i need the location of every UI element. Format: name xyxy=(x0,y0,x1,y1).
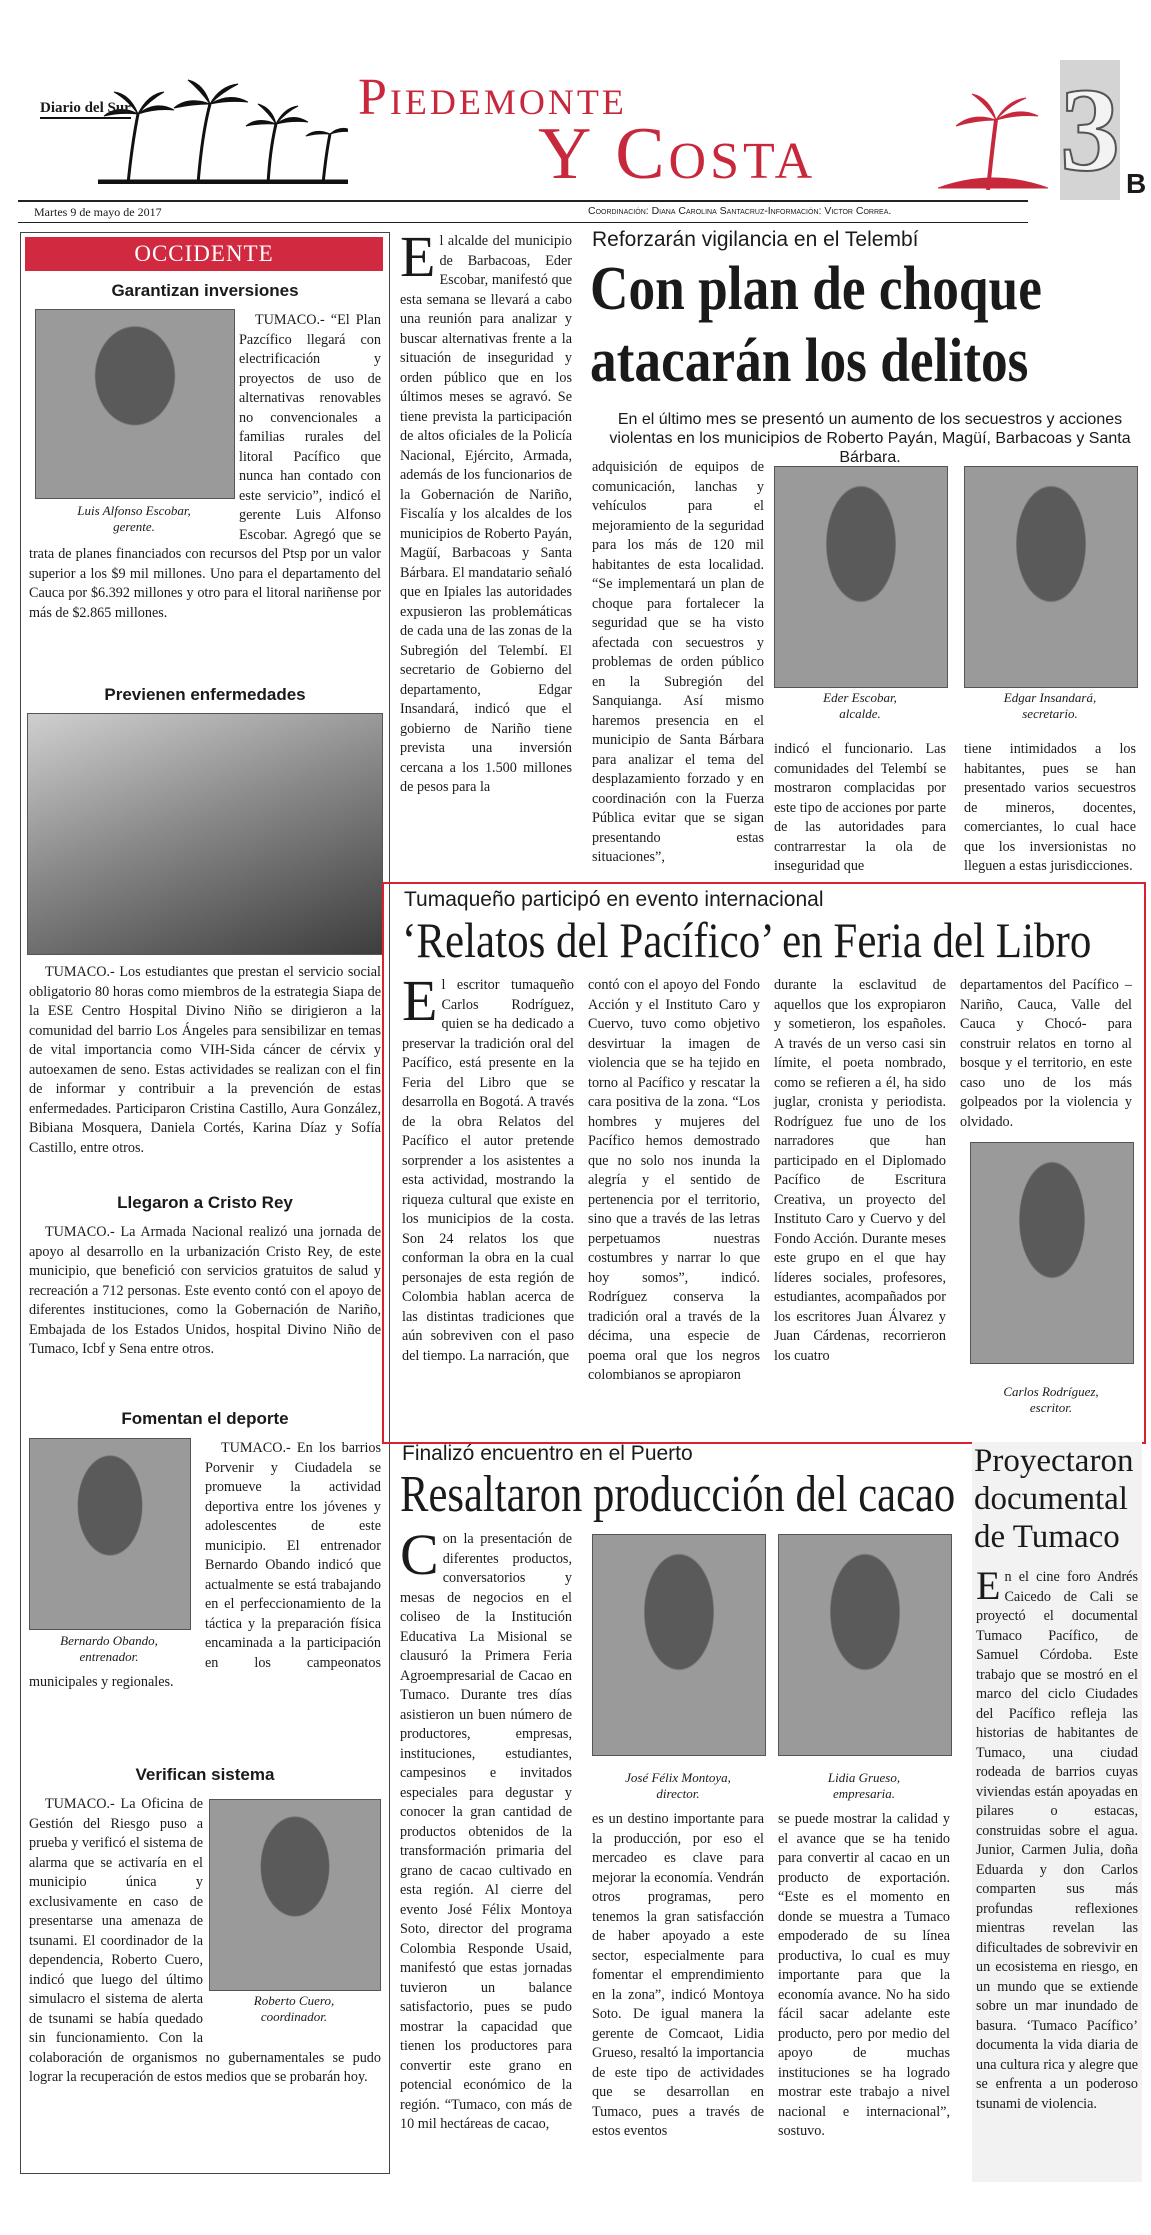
credits-line: Coordinación: Diana Carolina Santacruz-Información: Victor Correa. xyxy=(588,205,892,217)
photo-jose-felix-montoya xyxy=(592,1534,766,1756)
lead-column-2 xyxy=(592,458,764,868)
sidebar-item-body: TUMACO.- En los barrios Porvenir y Ciudadela se promueve la actividad deportiva entre los jóvenes y adolescentes de este municipio. El entrenador Bernardo Obando indicó que actualmente se está trabajando en el perfeccionamiento de la táctica y la preparación física encaminada a la participación en los campeonatos municipales y regionales. xyxy=(29,1440,381,1690)
lead-col2-text: adquisición de equipos de comunicación, lanchas y vehículos para el mejoramiento de la seguridad para los más de 120 mil habitantes de esta localidad. “Se implementará un plan de choque para fortalecer la seguridad que se ha visto afectada con secuestros y problemas de orden público en la Subregión del Sanquianga. Así mismo haremos presencia en el municipio de Santa Bárbara para analizar el tema del desplazamiento forzado y en coordinación con la Fuerza Pública evitar que se sigan presentando estas situaciones”, xyxy=(592,459,764,865)
feature-headline: ‘Relatos del Pacífico’ en Feria del Libro xyxy=(402,912,1092,968)
caption-role: escritor. xyxy=(1029,1400,1073,1415)
documental-text: n el cine foro Andrés Caicedo de Cali se proyectó el documental Tumaco Pacífico, de Samuel Córdoba. Este trabajo que se mostró en el marco del ciclo Ciudades del Pacífico refleja las historias de habitantes de Tumaco, una ciudad rodeada de barrios cuyas viviendas están apoyadas en pilares o estacas, construidas sobre el agua. Junior, Carmen Julia, doña Eduarda y don Carlos comparten sus más profundas reflexiones mientras revelan las dificultades de sobrevivir en un ecosistema en riesgo, en un mundo que se extiende sobre un mar inundado de basura. ‘Tumaco Pacífico’ documenta la vida diaria de una cultura rica y alegre que se enfrenta a un poderoso tsunami de violencia. xyxy=(976,1569,1138,2112)
drop-cap: C xyxy=(400,1522,439,1587)
issue-date: Martes 9 de mayo de 2017 xyxy=(34,205,162,219)
sidebar-item-text xyxy=(29,963,381,1158)
photo-carlos-rodriguez xyxy=(970,1142,1134,1364)
photo-caption xyxy=(964,690,1136,722)
cacao-column-1 xyxy=(400,1522,572,2135)
feature-story-box xyxy=(382,882,1146,1444)
lead-story xyxy=(400,226,1140,886)
paper-logo: Diario del Sur xyxy=(40,100,131,119)
caption-name: Edgar Insandará, xyxy=(1003,690,1097,705)
masthead-rule xyxy=(18,200,1028,202)
photo-students-group xyxy=(27,713,383,955)
lead-col4-text: tiene intimidados a los habitantes, pues se han presentado varios secuestros de mineros, docentes, comerciantes, lo cual hace que los inversionistas no lleguen a estas jurisdicciones. xyxy=(964,741,1136,874)
feature-column-2 xyxy=(588,976,760,1386)
palm-tree-red-icon xyxy=(938,80,1048,190)
cacao-col2-text: es un destino importante para la producción, por eso el mercadeo es clave para mejorar la economía. Vendrán otros programas, pero tenemos la gran satisfacción de haber apoyado a este sector, especialmente para fomentar el emprendimiento en la zona”, indicó Montoya Soto. De igual manera la gerente de Comcaot, Lidia Grueso, resaltó la importancia de este tipo de actividades que se desarrollan en Tumaco, pues a través de estos eventos xyxy=(592,1811,764,2139)
sidebar-item-title: Previenen enfermedades xyxy=(104,685,306,704)
caption-role: secretario. xyxy=(1022,706,1078,721)
caption-role: director. xyxy=(656,1786,700,1801)
caption-name: Roberto Cuero, xyxy=(253,1993,335,2008)
feature-col3-text: durante la esclavitud de aquellos que los expropiaron y sometieron, los españoles. A través de un verso casi sin límite, el poeta nombrado, como se refieren a él, ha sido juglar, cronista y periodista. Rodríguez fue uno de los narradores que han participado en el Diplomado Pacífico de Escritura Creativa, un proyecto del Instituto Caro y Cuervo y del Fondo Acción. Durante meses este grupo en el que hay líderes sociales, profesores, estudiantes, acompañados por los escritores Juan Álvarez y Juan Cárdenas, recorrieron los cuatro xyxy=(774,977,946,1364)
caption-role: entrenador. xyxy=(79,1649,139,1664)
sidebar-item-text xyxy=(29,1439,381,1693)
sidebar-item-title: Llegaron a Cristo Rey xyxy=(117,1193,293,1212)
lead-kicker: Reforzarán vigilancia en el Telembí xyxy=(592,228,919,251)
drop-cap: E xyxy=(402,968,438,1033)
documental-column xyxy=(976,1563,1138,2114)
cacao-col1-text: on la presentación de diferentes productos, conversatorios y mesas de negocios en el coliseo de la Institución Educativa La Misional se clausuró la Primera Feria Agroempresarial de Cacao en Tumaco. Durante tres días asistieron un buen número de productores, empresas, instituciones, estudiantes, campesinos e invitados especiales para degustar y conocer la gran cantidad de productos obtenidos de la transformación primaria del grano de cacao cultivado en esta región. Al cierre del evento José Félix Montoya Soto, director del programa Colombia Responde Usaid, manifestó que estas jornadas tuvieron un balance satisfactorio, pues se pudo mostrar la capacidad que tienen los productores para convertir este grano en potencial económico de la región. “Tumaco, con más de 10 mil hectáreas de cacao, xyxy=(400,1531,572,2132)
caption-name: Bernardo Obando, xyxy=(60,1633,158,1648)
sidebar-banner: OCCIDENTE xyxy=(25,237,383,271)
documental-headline-line: de Tumaco xyxy=(974,1519,1120,1555)
feature-column-3 xyxy=(774,976,946,1366)
cacao-headline: Resaltaron producción del cacao xyxy=(400,1466,956,1523)
palm-trees-illustration xyxy=(98,74,348,184)
sidebar-item-text xyxy=(29,311,381,651)
sidebar xyxy=(20,232,390,2174)
photo-caption xyxy=(774,690,946,722)
feature-kicker: Tumaqueño participó en evento internacional xyxy=(404,888,824,911)
photo-caption xyxy=(970,1384,1132,1416)
sidebar-item-body: TUMACO.- La Armada Nacional realizó una jornada de apoyo al desarrollo en la urbanización Cristo Rey, de este municipio, que benefició con servicios gratuitos de salud y recreación a 712 personas. Este evento contó con el apoyo de diferentes instituciones, como la Gobernación de Nariño, Embajada de los Estados Unidos, hospital Divino Niño de Tumaco, Icbf y Sena entre otros. xyxy=(29,1224,381,1357)
sidebar-item-text xyxy=(29,1795,381,2088)
sidebar-item-text xyxy=(29,1223,381,1360)
masthead-rule-bottom xyxy=(18,222,1028,223)
lead-headline-2: atacarán los delitos xyxy=(590,327,1029,395)
caption-name: Lidia Grueso, xyxy=(827,1770,901,1785)
feature-col1-text: l escritor tumaqueño Carlos Rodríguez, quien se ha dedicado a preservar la tradición oral del Pacífico, está presente en la Feria del Libro que se desarrolla en Bogotá. A través de la obra Relatos del Pacífico el autor pretende sorprender a los asistentes a esta actividad, mostrando la riqueza cultural que existe en los municipios de la costa. Son 24 relatos los que conforman la obra en la cual personajes de esta región de Colombia hablan acerca de las distintas tradiciones que aún sobreviven con el paso del tiempo. La narración, que xyxy=(402,977,574,1364)
lead-col1-text: l alcalde del municipio de Barbacoas, Eder Escobar, manifestó que esta semana se llevará a cabo una reunión para analizar y buscar alternativas frente a la situación de inseguridad y orden público que en los últimos meses se agravó. Se tiene prevista la participación de altos oficiales de la Policía Nacional, Ejército, Armada, además de los funcionarios de la Gobernación de Nariño, Fiscalía y los alcaldes de los municipios de Roberto Payán, Magüí, Barbacoas y Santa Bárbara. El mandatario señaló que en Ipiales las autoridades expusieron las problemáticas de cada una de las zonas de la Subregión del Telembí. El secretario de Gobierno del departamento, Edgar Insandará, indicó que el gobierno de Nariño tiene prevista una inversión cercana a los 1.500 millones de pesos para la xyxy=(400,233,572,795)
caption-name: Luis Alfonso Escobar, xyxy=(77,503,191,518)
sidebar-item-body: TUMACO.- Los estudiantes que prestan el servicio social obligatorio 80 horas como miembros de la estrategia Siapa de la ESE Centro Hospital Divino Niño se dirigieron a la comunidad del barrio Los Ángeles para sensibilizar en temas de vital importancia como VIH-Sida cáncer de cérvix y autoexamen de seno. Estas actividades se realizan con el fin de informar y contribuir a la prevención de estas enfermedades. Participaron Cristina Castillo, Aura González, Bibiana Mosquera, Daniela Cortés, Karina Díaz y Sofía Castillo, entre otros. xyxy=(29,964,381,1156)
page-suffix: B xyxy=(1126,168,1147,199)
documental-story xyxy=(972,1442,1142,2182)
lead-headline-1: Con plan de choque xyxy=(590,255,1042,323)
section-title-line2: Y Costa xyxy=(538,113,817,195)
drop-cap: E xyxy=(400,232,436,289)
sidebar-item-body: TUMACO.- La Oficina de Gestión del Riesgo puso a prueba y verificó el sistema de alarma que se activaría en el municipio única y exclusivamente en caso de presentarse una amenaza de tsunami. El coordinador de la dependencia, Roberto Cuero, indicó que luego del último simulacro el sistema de alerta de tsunami se había quedado sin funcionamiento. Con la colaboración de organismos no gubernamentales se pudo lograr la recuperación de estos medios que se probarán hoy. xyxy=(29,1796,381,2085)
photo-caption xyxy=(592,1770,764,1802)
caption-role: coordinador. xyxy=(260,2009,328,2024)
cacao-kicker: Finalizó encuentro en el Puerto xyxy=(402,1442,693,1465)
lead-column-1 xyxy=(400,232,572,887)
masthead xyxy=(18,60,1147,205)
drop-cap: E xyxy=(976,1563,1001,1608)
lead-col3-text: indicó el funcionario. Las comunidades del Telembí se mostraron complacidas por este tipo de acciones por parte de las autoridades para contrarrestar la ola de inseguridad que xyxy=(774,741,946,874)
cacao-column-2 xyxy=(592,1810,764,2142)
caption-role: alcalde. xyxy=(839,706,881,721)
photo-caption xyxy=(778,1770,950,1802)
feature-col4-text: departamentos del Pacífico –Nariño, Cauca, Valle del Cauca y Chocó- para construir relatos en torno al bosque y el territorio, en este caso uno de los más golpeados por la violencia y olvidado. xyxy=(960,977,1132,1130)
documental-headline xyxy=(974,1442,1142,1556)
section-title-line1: Piedemonte xyxy=(358,69,627,126)
feature-column-1 xyxy=(402,968,574,1366)
lead-column-3 xyxy=(774,740,946,877)
photo-lidia-grueso xyxy=(778,1534,952,1756)
cacao-column-3 xyxy=(778,1810,950,2142)
sidebar-item-title: Garantizan inversiones xyxy=(111,281,299,300)
caption-name: Eder Escobar, xyxy=(823,690,897,705)
photo-edgar-insandara xyxy=(964,466,1138,688)
caption-role: gerente. xyxy=(113,519,155,534)
documental-headline-line: Proyectaron xyxy=(974,1443,1134,1479)
caption-name: Carlos Rodríguez, xyxy=(1003,1384,1099,1399)
sidebar-item-body: TUMACO.- “El Plan Pazcífico llegará con electrificación y proyectos de uso de alternativas renovables no convencionales a familias rurales del litoral Pacífico que nunca han contado con este servicio”, indicó el gerente Luis Alfonso Escobar. Agregó que se trata de planes financiados con recursos del Ptsp por un valor superior a los $9 mil millones. Uno para el departamento del Cauca por $6.392 millones y otro para el litoral nariñense por más de $2.865 millones. xyxy=(29,312,381,621)
documental-headline-line: documental xyxy=(974,1481,1128,1517)
page-number: 3 xyxy=(1060,60,1120,200)
photo-eder-escobar xyxy=(774,466,948,688)
cacao-col3-text: se puede mostrar la calidad y el avance que se ha tenido para convertir al cacao en un producto de exportación. “Este es el momento en donde se muestra a Tumaco empoderado de su línea productiva, lo cual es muy importante para que la economía avance. No ha sido fácil sacar adelante este producto, pero por medio del apoyo de muchas instituciones se ha logrado mostrar este trabajo a nivel nacional e internacional”, sostuvo. xyxy=(778,1811,950,2139)
caption-name: José Félix Montoya, xyxy=(625,1770,731,1785)
lead-column-4 xyxy=(964,740,1136,877)
lead-deck: En el último mes se presentó un aumento de los secuestros y acciones violentas en los municipios de Roberto Payán, Magüí, Barbacoas y Santa Bárbara. xyxy=(609,411,1131,466)
sidebar-item-title: Fomentan el deporte xyxy=(121,1409,289,1428)
cacao-story xyxy=(400,1442,970,2182)
feature-col2-text: contó con el apoyo del Fondo Acción y el Instituto Caro y Cuervo, tuvo como objetivo desvirtuar la imagen de violencia que se ha tejido en torno al Pacífico y rescatar la cara positiva de la zona. “Los hombres y mujeres del Pacífico hemos demostrado que no solo nos inunda la alegría y el sentido de pertenencia por el territorio, sino que a través de las letras perpetuamos nuestras costumbres y narrar lo que hoy somos”, indicó. Rodríguez conserva la tradición oral a través de la décima, una especie de poema oral que los negros colombianos se apropiaron xyxy=(588,977,760,1383)
sidebar-item-title: Verifican sistema xyxy=(135,1765,275,1784)
feature-column-4 xyxy=(960,976,1132,1132)
caption-role: empresaria. xyxy=(833,1786,895,1801)
